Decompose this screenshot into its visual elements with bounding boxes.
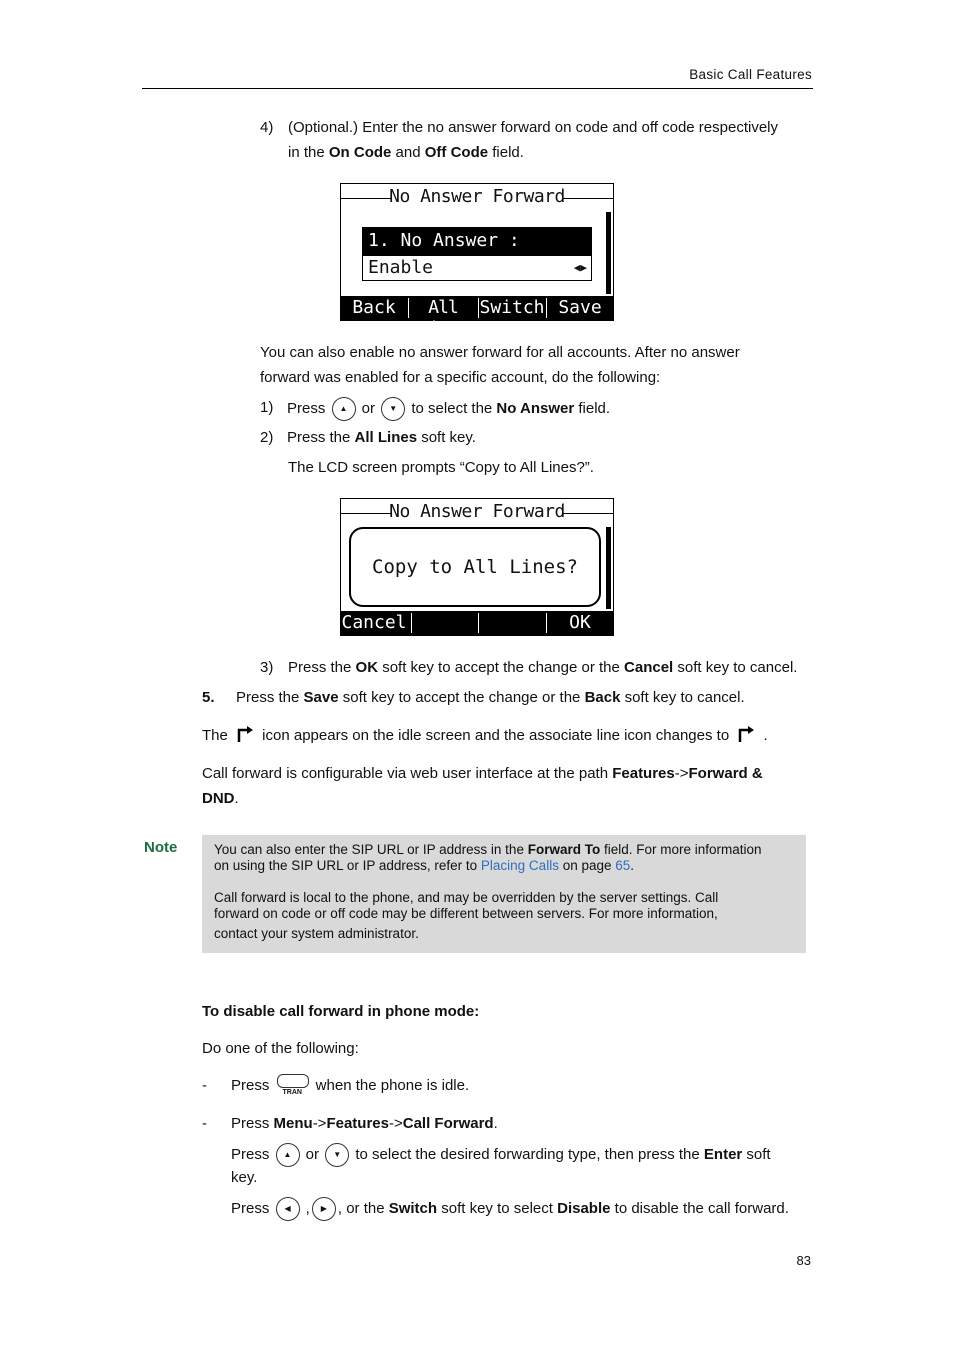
- lcd-selected-item: 1. No Answer :: [362, 227, 592, 255]
- tran-key-label: TRAN: [282, 1089, 302, 1096]
- cancel-term: Cancel: [624, 659, 674, 676]
- text: , or the: [337, 1199, 389, 1217]
- header-rule: [142, 88, 813, 89]
- enter-term: Enter: [703, 1145, 743, 1163]
- note-p1-line1: [214, 842, 762, 858]
- step-5: [236, 689, 745, 706]
- note-box: [202, 835, 806, 953]
- text: field.: [574, 399, 611, 417]
- text: soft key to accept the change or the: [338, 689, 585, 706]
- up-arrow-key-icon: ▲: [276, 1143, 300, 1167]
- sub-step-3-number: 3): [260, 659, 274, 676]
- softkey-all-lines: All Lines: [418, 297, 468, 339]
- text: Press: [287, 399, 330, 417]
- step-4-line2: [288, 144, 524, 161]
- text: Press: [231, 1199, 274, 1217]
- text: soft: [742, 1145, 771, 1163]
- lcd-screen-no-answer: [340, 183, 614, 339]
- page-link[interactable]: 65: [615, 858, 631, 873]
- bullet-dash: -: [202, 1077, 207, 1094]
- text: Press: [231, 1115, 274, 1132]
- down-arrow-key-icon: ▼: [325, 1143, 349, 1167]
- off-code-term: Off Code: [424, 144, 489, 161]
- call-forward-icon: [236, 725, 254, 747]
- text: ->: [674, 765, 689, 782]
- text: field.: [488, 144, 524, 161]
- lcd-value-field: [362, 255, 592, 281]
- down-arrow-key-icon: ▼: [381, 397, 405, 421]
- sub-step-1-number: 1): [260, 399, 274, 416]
- text: Press the: [288, 659, 356, 676]
- dnd-term: DND: [202, 790, 235, 807]
- text: The: [202, 726, 233, 744]
- sub-step-1: [287, 397, 610, 421]
- softkey-ok: OK: [569, 612, 591, 633]
- tran-key-shape: [277, 1074, 309, 1088]
- right-arrow-key-icon: ▶: [312, 1197, 336, 1221]
- lcd-prompt-text: Copy to All Lines?: [372, 556, 578, 578]
- no-answer-term: No Answer: [496, 399, 575, 417]
- softkey-save: Save: [558, 297, 602, 318]
- note-label: Note: [144, 839, 178, 856]
- text: in the: [288, 144, 329, 161]
- text: Press: [231, 1076, 274, 1094]
- features-term: Features: [612, 765, 675, 782]
- sub-step-2-number: 2): [260, 429, 274, 446]
- step-4-number: 4): [260, 119, 274, 136]
- icon-paragraph: [202, 725, 768, 747]
- text: or: [301, 1145, 324, 1163]
- text: to disable the call forward.: [610, 1199, 789, 1217]
- all-lines-term: All Lines: [354, 429, 418, 446]
- step-4-line1: (Optional.) Enter the no answer forward on code and off code respectively: [288, 119, 778, 136]
- para-line: forward was enabled for a specific account, do the following:: [260, 369, 661, 386]
- text: to select the desired forwarding type, then press the: [351, 1145, 704, 1163]
- text: Call forward is configurable via web user interface at the path: [202, 765, 613, 782]
- text: soft key.: [417, 429, 476, 446]
- text: soft key to cancel.: [620, 689, 745, 706]
- web-paragraph-line1: [202, 765, 763, 782]
- lcd-title: No Answer Forward: [389, 501, 565, 522]
- softkey-cancel: Cancel: [341, 612, 407, 633]
- forward-to-term: Forward To: [527, 842, 601, 857]
- on-code-term: On Code: [328, 144, 392, 161]
- text: Press: [231, 1145, 274, 1163]
- softkey-switch: Switch: [479, 297, 545, 318]
- lcd-prompt-note: The LCD screen prompts “Copy to All Lines?”.: [288, 459, 594, 476]
- text: ->: [388, 1115, 403, 1132]
- text: soft key to cancel.: [673, 659, 798, 676]
- page-number: 83: [796, 1253, 811, 1268]
- text: ,: [301, 1199, 310, 1217]
- disable-term: Disable: [557, 1199, 611, 1217]
- note-p2-line2: forward on code or off code may be different between servers. For more information,: [214, 906, 718, 921]
- web-paragraph-line2: [202, 790, 239, 807]
- lcd-value: Enable: [368, 257, 434, 278]
- line-forward-icon: [737, 725, 755, 747]
- text: You can also enter the SIP URL or IP address in the: [214, 842, 528, 857]
- section-heading: To disable call forward in phone mode:: [202, 1003, 480, 1020]
- lcd-screen-copy-prompt: [340, 498, 614, 636]
- switch-term: Switch: [388, 1199, 438, 1217]
- running-header: Basic Call Features: [689, 67, 812, 82]
- left-right-arrows-icon: ◀▶: [573, 261, 587, 274]
- left-arrow-key-icon: ◀: [276, 1197, 300, 1221]
- section-intro: Do one of the following:: [202, 1040, 359, 1057]
- bullet-2-detail-1: [231, 1143, 771, 1167]
- text: or: [357, 399, 380, 417]
- save-term: Save: [303, 689, 339, 706]
- text: .: [493, 1115, 498, 1132]
- note-p1-line2: [214, 858, 634, 874]
- lcd-softkey-bar: [341, 296, 613, 339]
- bullet-1: [231, 1074, 469, 1098]
- sub-step-2: [287, 429, 476, 446]
- text: Press the: [287, 429, 355, 446]
- bullet-2: [231, 1115, 498, 1132]
- text: soft key to select: [437, 1199, 558, 1217]
- text: ->: [312, 1115, 327, 1132]
- menu-term: Menu: [273, 1115, 313, 1132]
- ok-term: OK: [355, 659, 379, 676]
- para-line: You can also enable no answer forward for all accounts. After no answer: [260, 344, 740, 361]
- text: icon appears on the idle screen and the associate line icon changes to: [258, 726, 734, 744]
- text: on using the SIP URL or IP address, refer to: [214, 858, 481, 873]
- features-term: Features: [326, 1115, 389, 1132]
- bullet-dash: -: [202, 1115, 207, 1132]
- lcd-prompt-box: [349, 527, 601, 607]
- lcd-title: No Answer Forward: [389, 186, 565, 207]
- bullet-2-detail-2: [231, 1197, 789, 1221]
- note-p2-line3: contact your system administrator.: [214, 926, 419, 941]
- lcd-softkey-bar: [341, 611, 613, 635]
- text: soft key to accept the change or the: [378, 659, 625, 676]
- note-p2-line1: Call forward is local to the phone, and may be overridden by the server settings. Call: [214, 890, 719, 905]
- text: .: [759, 726, 768, 744]
- text: on page: [558, 858, 616, 873]
- lcd-scrollbar: [606, 527, 611, 609]
- step-5-number: 5.: [202, 689, 215, 706]
- text: to select the: [407, 399, 497, 417]
- bullet-2-detail-1b: key.: [231, 1169, 258, 1186]
- tran-key-icon: [276, 1074, 310, 1098]
- text: .: [234, 790, 239, 807]
- placing-calls-link[interactable]: Placing Calls: [480, 858, 559, 873]
- softkey-separator: [478, 613, 479, 633]
- up-arrow-key-icon: ▲: [332, 397, 356, 421]
- text: .: [630, 858, 635, 873]
- sub-step-3: [288, 659, 797, 676]
- softkey-separator: [411, 613, 412, 633]
- softkey-back: Back: [352, 297, 396, 318]
- text: when the phone is idle.: [311, 1076, 470, 1094]
- back-term: Back: [584, 689, 621, 706]
- lcd-scrollbar: [606, 212, 611, 294]
- forward-dnd-term: Forward &: [688, 765, 763, 782]
- call-forward-term: Call Forward: [402, 1115, 494, 1132]
- text: Press the: [236, 689, 304, 706]
- text: field. For more information: [600, 842, 762, 857]
- text: and: [391, 144, 425, 161]
